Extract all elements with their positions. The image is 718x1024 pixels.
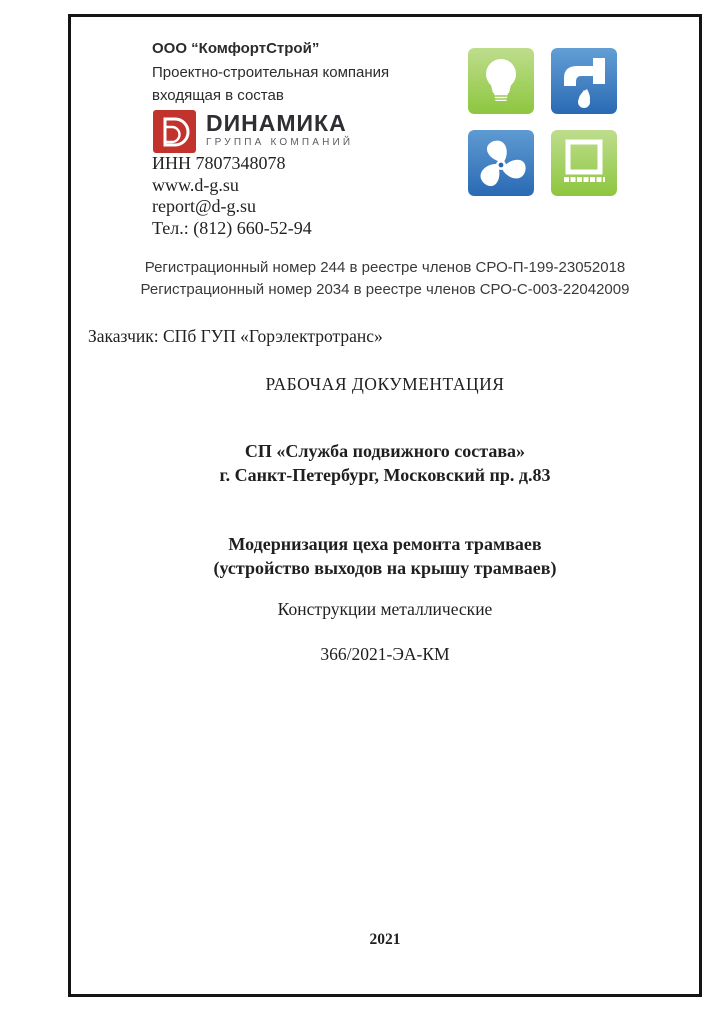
lightbulb-icon <box>468 48 534 114</box>
company-phone: Тел.: (812) 660-52-94 <box>152 218 312 238</box>
company-name: ООО “КомфортСтрой” <box>152 40 320 57</box>
logo-subtitle: ГРУППА КОМПАНИЙ <box>206 137 354 148</box>
registration-numbers <box>68 257 702 301</box>
section-name: Конструкции металлические <box>277 599 493 619</box>
d-letter-icon <box>158 115 192 149</box>
service-icon-grid <box>468 48 617 196</box>
fan-icon <box>468 130 534 196</box>
logo-title: DИНАМИКА <box>206 110 347 136</box>
project-title-line-1: Модернизация цеха ремонта трамваев <box>228 534 542 554</box>
company-inn: ИНН 7807348078 <box>152 153 286 173</box>
object-name-block <box>68 439 702 487</box>
project-title-line-2: (устройство выходов на крышу трамваев) <box>213 558 557 578</box>
company-description: Проектно-строительная компания <box>152 64 390 81</box>
document-number: 366/2021-ЭА-КМ <box>320 644 450 664</box>
company-membership-note: входящая в состав <box>152 87 284 104</box>
faucet-icon <box>551 48 617 114</box>
dynamika-d-logo-icon <box>153 110 196 153</box>
object-name-line-1: СП «Служба подвижного состава» <box>244 441 526 461</box>
registration-line-1: Регистрационный номер 244 в реестре членов СРО-П-199-23052018 <box>144 259 626 276</box>
object-address-line: г. Санкт-Петербург, Московский пр. д.83 <box>219 465 551 485</box>
registration-line-2: Регистрационный номер 2034 в реестре членов СРО-С-003-22042009 <box>140 281 630 298</box>
dynamika-logo-text <box>206 111 353 148</box>
company-website: www.d-g.su <box>152 175 239 195</box>
project-title-block <box>68 532 702 580</box>
customer-line: Заказчик: СПб ГУП «Горэлектротранс» <box>88 326 383 346</box>
year-label: 2021 <box>369 931 401 948</box>
company-email: report@d-g.su <box>152 196 257 216</box>
monitor-icon <box>551 130 617 196</box>
document-type-title: РАБОЧАЯ ДОКУМЕНТАЦИЯ <box>265 374 505 394</box>
